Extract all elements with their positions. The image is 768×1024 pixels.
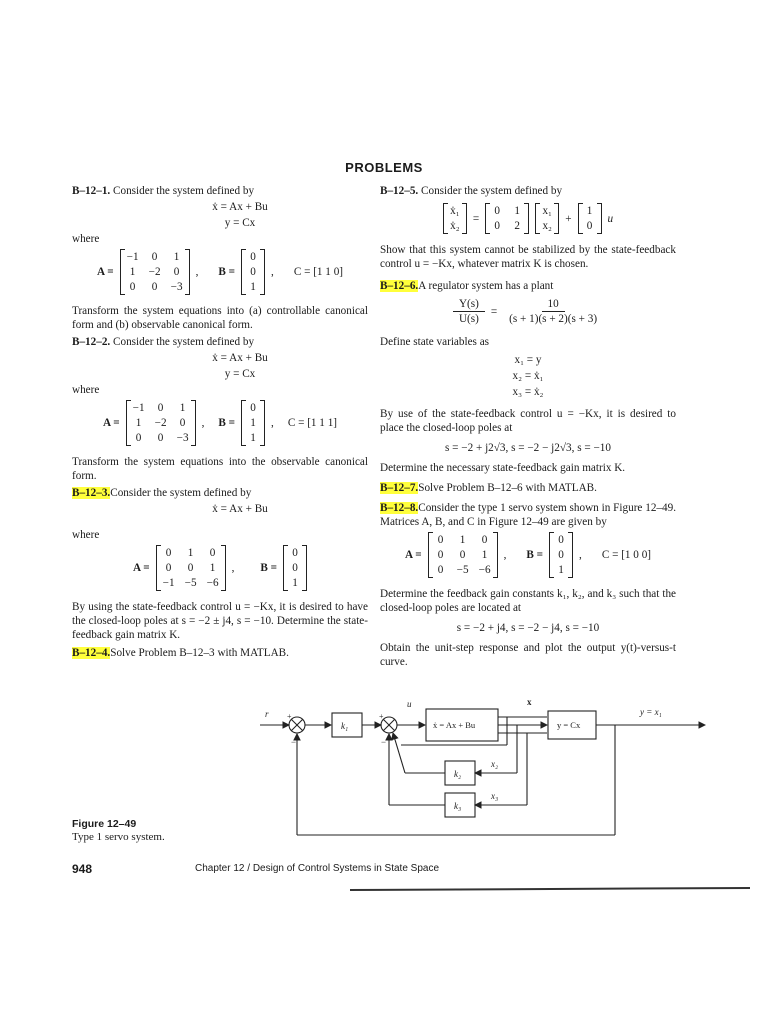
problem-task: Show that this system cannot be stabilized by the state-feedback control u = −Kx, whatever matrix K is chosen. [380, 244, 676, 270]
chapter-footer: Chapter 12 / Design of Control Systems in State Space [195, 863, 440, 874]
problem-text: A regulator system has a plant [418, 280, 554, 292]
matrix-b: 0 1 1 [241, 400, 265, 446]
problem-text: Consider the system defined by [110, 487, 252, 499]
label-k1: k₁ [341, 721, 349, 731]
page-number: 948 [72, 862, 93, 876]
figure-number: Figure 12–49 [72, 818, 137, 830]
problem-b12-5 [380, 184, 676, 198]
problem-b12-7 [380, 481, 676, 495]
problem-task: By use of the state-feedback control u = −Kx, it is desired to place the closed-loop poles at [380, 408, 676, 434]
label-r: r [265, 709, 269, 719]
sign-plus: + [287, 712, 292, 721]
figure-caption [72, 818, 165, 844]
left-column [72, 184, 368, 660]
matrix-b: 0 0 1 [283, 545, 307, 591]
problem-task: By using the state-feedback control u = −Kx, it is desired to have the closed-loop poles at s = −2 ± j4, s = −10. Determine the state-feedback gain matrix K. [72, 601, 368, 641]
label-plant: ẋ = Ax + Bu [433, 720, 476, 730]
matrix-c: C = [1 1 0] [293, 266, 344, 278]
matrix-b: 0 0 1 [549, 532, 573, 578]
label-y: y = x₁ [640, 707, 662, 717]
matrix-block: A = −1 0 1 1 −2 0 0 0 −3 , B = 0 1 1 , C = [1 1 1] [102, 402, 338, 444]
servo-block-diagram [255, 695, 715, 843]
label-k2: k₂ [454, 769, 462, 779]
matrix-a: −1 0 1 1 −2 0 0 0 −3 [120, 249, 190, 295]
problem-label-highlighted: B–12–7. [380, 482, 419, 494]
label-x3: x₃ [491, 791, 499, 801]
pole-list: s = −2 + j4, s = −2 − j4, s = −10 [456, 622, 600, 634]
problem-task: Transform the system equations into the observable canonical form. [72, 456, 368, 482]
problem-b12-3 [72, 486, 368, 500]
equation: x₂ = ẋ₁ [512, 370, 544, 382]
matrix-block: A = −1 0 1 1 −2 0 0 0 −3 , B = 0 0 1 , C = [1 1 0] [96, 251, 344, 293]
pole-list: s = −2 + j2√3, s = −2 − j2√3, s = −10 [445, 442, 611, 454]
problem-task: Transform the system equations into (a) controllable canonical form and (b) observable canonical form. [72, 305, 368, 331]
label-k3: k₃ [454, 801, 462, 811]
problem-text: Consider the system defined by [113, 185, 255, 197]
figure-caption-text: Type 1 servo system. [72, 831, 165, 843]
problem-label: B–12–1. [72, 185, 111, 197]
matrix-c: C = [1 0 0] [601, 549, 652, 561]
problem-b12-2 [72, 335, 368, 349]
problem-label-highlighted: B–12–6. [380, 280, 419, 292]
problem-b12-1 [72, 184, 368, 198]
state-equation: ẋ₁ ẋ₂ = 0 1 0 2 x₁ x₂ + 1 0 u [380, 203, 676, 234]
matrix-block: A = 0 1 0 0 0 1 −1 −5 −6 , B = 0 0 1 [72, 545, 368, 591]
problem-label: B–12–5. [380, 185, 419, 197]
page-title: PROBLEMS [345, 160, 423, 175]
problem-text: Consider the type 1 servo system shown in Figure 12–49. Matrices A, B, and C in Figure 12–49 are given by [380, 502, 676, 528]
sign-plus: + [379, 712, 384, 721]
equation: x₃ = ẋ₂ [512, 386, 544, 398]
label-x: x [527, 697, 532, 707]
matrix-c: C = [1 1 1] [287, 417, 338, 429]
where-text: where [72, 233, 100, 245]
problem-label-highlighted: B–12–4. [72, 647, 111, 659]
right-column [380, 184, 676, 669]
matrix-a: 0 1 0 0 0 1 −1 −5 −6 [156, 545, 226, 591]
matrix-a: −1 0 1 1 −2 0 0 0 −3 [126, 400, 196, 446]
where-text: where [72, 384, 100, 396]
sign-minus: − [291, 737, 297, 747]
label-u: u [407, 699, 412, 709]
matrix-a: 0 1 0 0 0 1 0 −5 −6 [428, 532, 498, 578]
label-x2: x₂ [491, 759, 499, 769]
problem-text: Solve Problem B–12–6 with MATLAB. [418, 482, 597, 494]
equation: x₁ = y [514, 354, 542, 366]
problem-task: Obtain the unit-step response and plot the output y(t)-versus-t curve. [380, 642, 676, 668]
problem-label-highlighted: B–12–8. [380, 502, 419, 514]
equation: ẋ = Ax + Bu [212, 503, 268, 515]
problem-task: Determine the feedback gain constants k₁, k₂, and k₃ such that the closed-loop poles are located at [380, 588, 676, 614]
equation: ẋ = Ax + Bu [212, 201, 268, 213]
problem-b12-4 [72, 646, 368, 660]
problem-b12-6 [380, 279, 676, 293]
problem-label: B–12–2. [72, 336, 111, 348]
define-text: Define state variables as [380, 336, 490, 348]
label-output-block: y = Cx [557, 720, 581, 730]
problem-label-highlighted: B–12–3. [72, 487, 111, 499]
equation: y = Cx [224, 217, 256, 229]
matrix-block: A = 0 1 0 0 0 1 0 −5 −6 , B = 0 0 1 , C = [1 0 0] [404, 534, 652, 576]
equation: ẋ = Ax + Bu [212, 352, 268, 364]
equation: y = Cx [224, 368, 256, 380]
problem-text: Consider the system defined by [113, 336, 255, 348]
problem-text: Solve Problem B–12–3 with MATLAB. [110, 647, 289, 659]
bottom-rule [350, 887, 750, 891]
problem-text: Consider the system defined by [421, 185, 563, 197]
problem-task: Determine the necessary state-feedback gain matrix K. [380, 462, 626, 474]
matrix-b: 0 0 1 [241, 249, 265, 295]
where-text: where [72, 529, 100, 541]
problem-b12-8 [380, 501, 676, 529]
transfer-function: $\frac{Y(s)}{U(s)}$ = $\frac{10}{(s + 1)(s + 2)(s + 3)}$ [380, 297, 676, 326]
sign-minus: − [381, 737, 387, 747]
